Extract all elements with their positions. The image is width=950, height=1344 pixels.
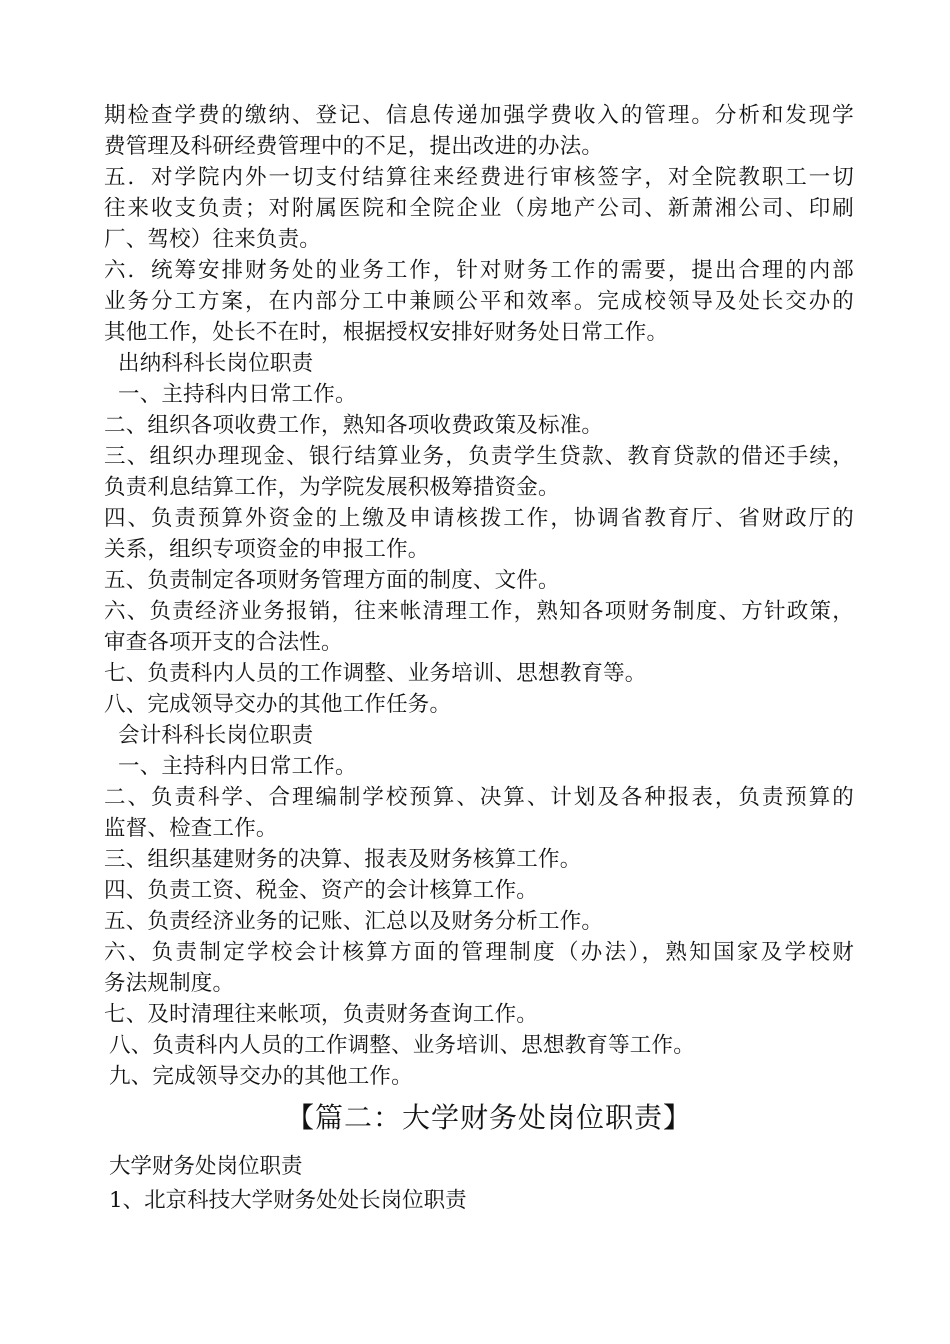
text-line: 大学财务处岗位职责 xyxy=(109,1154,303,1179)
text-line: 七、及时清理往来帐项，负责财务查询工作。 xyxy=(104,1002,539,1027)
document-body xyxy=(104,100,854,1218)
text-line: 五、负责制定各项财务管理方面的制度、文件。 xyxy=(104,568,560,593)
paragraph-lines xyxy=(104,100,854,1092)
text-line: 五．对学院内外一切支付结算往来经费进行审核签字，对全院教职工一切 xyxy=(104,165,854,190)
text-line: 务法规制度。 xyxy=(104,971,235,996)
text-line: 负责利息结算工作，为学院发展积极筹措资金。 xyxy=(104,475,560,500)
text-line: 九、完成领导交办的其他工作。 xyxy=(109,1064,413,1089)
text-line: 往来收支负责；对附属医院和全院企业（房地产公司、新萧湘公司、印刷 xyxy=(104,196,854,221)
text-line: 监督、检查工作。 xyxy=(104,816,278,841)
text-line: 费管理及科研经费管理中的不足，提出改进的办法。 xyxy=(104,134,604,159)
text-line: 其他工作，处长不在时，根据授权安排好财务处日常工作。 xyxy=(104,320,669,345)
section-intro-lines xyxy=(104,1150,854,1218)
section-heading: 【篇二：大学财务处岗位职责】 xyxy=(285,1101,692,1134)
text-line: 审查各项开支的合法性。 xyxy=(104,630,343,655)
text-line: 二、组织各项收费工作，熟知各项收费政策及标准。 xyxy=(104,413,604,438)
text-line: 一、主持科内日常工作。 xyxy=(118,754,357,779)
text-line: 会计科科长岗位职责 xyxy=(118,723,314,748)
text-line: 三、组织基建财务的决算、报表及财务核算工作。 xyxy=(104,847,582,872)
text-line: 业务分工方案，在内部分工中兼顾公平和效率。完成校领导及处长交办的 xyxy=(104,289,854,314)
text-line: 二、负责科学、合理编制学校预算、决算、计划及各种报表，负责预算的 xyxy=(104,785,854,810)
text-line: 四、负责预算外资金的上缴及申请核拨工作，协调省教育厅、省财政厅的 xyxy=(104,506,854,531)
text-line: 出纳科科长岗位职责 xyxy=(118,351,314,376)
text-line: 八、负责科内人员的工作调整、业务培训、思想教育等工作。 xyxy=(109,1033,695,1058)
text-line: 一、主持科内日常工作。 xyxy=(118,382,357,407)
text-line: 六、负责制定学校会计核算方面的管理制度（办法），熟知国家及学校财 xyxy=(104,940,854,965)
text-line: 五、负责经济业务的记账、汇总以及财务分析工作。 xyxy=(104,909,604,934)
text-line: 期检查学费的缴纳、登记、信息传递加强学费收入的管理。分析和发现学 xyxy=(104,103,854,128)
text-line: 六．统筹安排财务处的业务工作，针对财务工作的需要，提出合理的内部 xyxy=(104,258,854,283)
text-line: 厂、驾校）往来负责。 xyxy=(104,227,322,252)
text-line: 关系，组织专项资金的申报工作。 xyxy=(104,537,430,562)
text-line: 八、完成领导交办的其他工作任务。 xyxy=(104,692,452,717)
text-line: 1、北京科技大学财务处处长岗位职责 xyxy=(109,1188,467,1213)
text-line: 四、负责工资、税金、资产的会计核算工作。 xyxy=(104,878,539,903)
text-line: 三、组织办理现金、银行结算业务，负责学生贷款、教育贷款的借还手续， xyxy=(104,444,854,469)
text-line: 六、负责经济业务报销，往来帐清理工作，熟知各项财务制度、方针政策， xyxy=(104,599,854,624)
text-line: 七、负责科内人员的工作调整、业务培训、思想教育等。 xyxy=(104,661,647,686)
